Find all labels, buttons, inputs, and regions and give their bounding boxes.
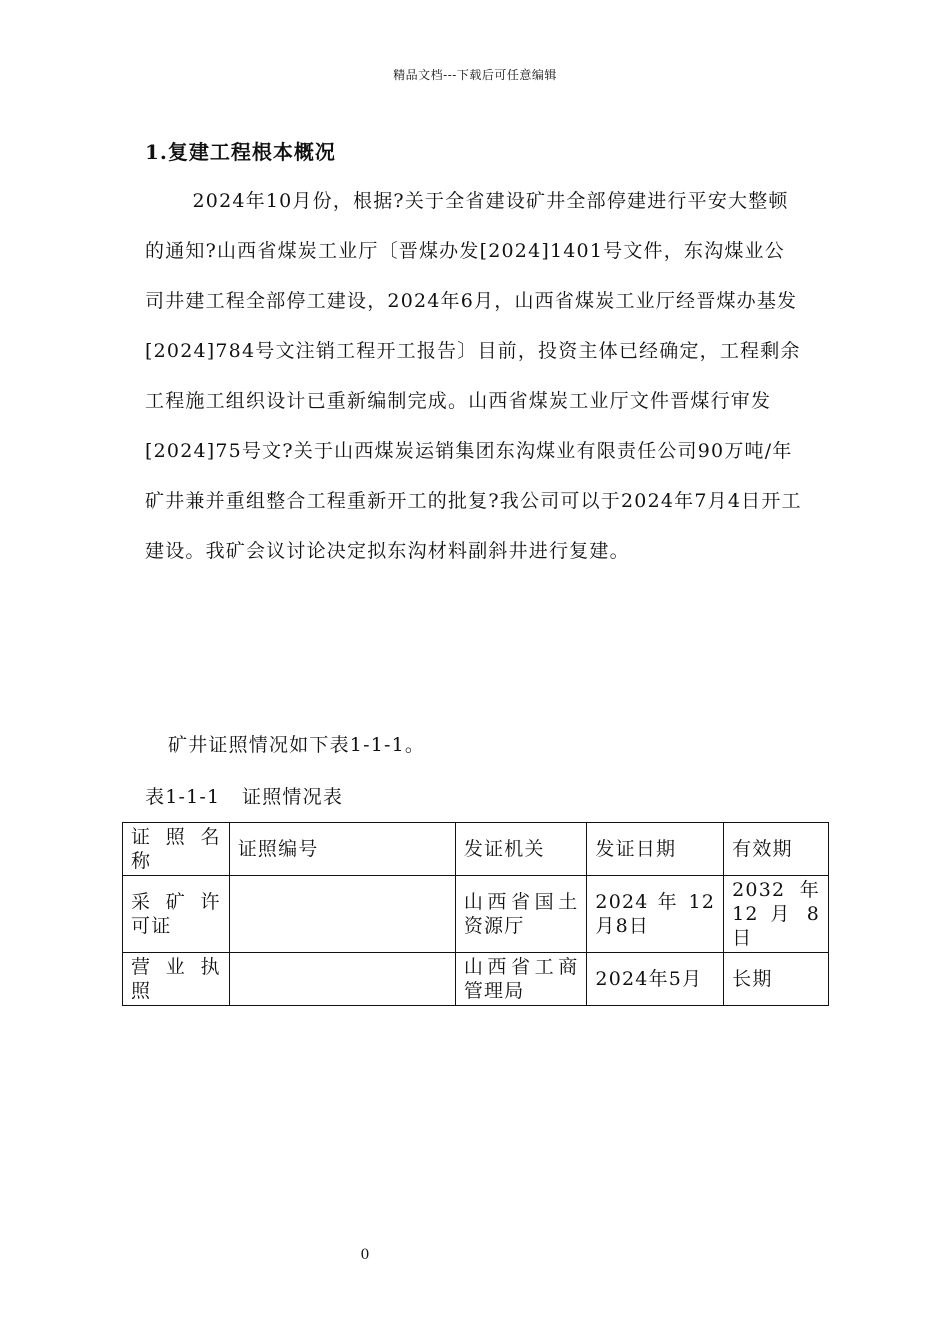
header-cell-name: 证 照 名称 [123,823,230,876]
cell-date: 2024年5月 [587,953,724,1006]
cell-validity: 长期 [724,953,829,1006]
header-cell-validity: 有效期 [724,823,829,876]
table-row [123,876,829,953]
table-row [123,953,829,1006]
header-cell-number: 证照编号 [229,823,455,876]
table-intro-text: 矿井证照情况如下表1-1-1。 [168,734,426,756]
cell-name: 营 业 执照 [123,953,230,1006]
section-title: 1.复建工程根本概况 [145,140,336,164]
header-cell-date: 发证日期 [587,823,724,876]
table-header-row [123,823,829,876]
header-cell-authority: 发证机关 [455,823,587,876]
cell-authority: 山西省工商管理局 [455,953,587,1006]
cell-validity: 2032 年12 月 8日 [724,876,829,953]
cell-number [229,953,455,1006]
certificate-table [122,822,829,1006]
page-header: 精品文档---下载后可任意编辑 [393,68,557,82]
cell-number [229,876,455,953]
table-caption: 表1-1-1 证照情况表 [145,786,344,808]
cell-authority: 山西省国土资源厅 [455,876,587,953]
page-number: 0 [360,1247,370,1263]
body-paragraph: 2024年10月份，根据?关于全省建设矿井全部停建进行平安大整顿的通知?山西省煤炭工业厅〔晋煤办发[2024]1401号文件，东沟煤业公司井建工程全部停工建设，2024年6月，山西省煤炭工业厅经晋煤办基发[2024]784号文注销工程开工报告〕目前，投资主体已经确定，工程剩余工程施工组织设计已重新编制完成。山西省煤炭工业厅文件晋煤行审发[2024]75号文?关于山西煤炭运销集团东沟煤业有限责任公司90万吨/年矿井兼并重组整合工程重新开工的批复?我公司可以于2024年7月4日开工建设。我矿会议讨论决定拟东沟材料副斜井进行复建。 [145,190,802,562]
cell-date: 2024 年 12月8日 [587,876,724,953]
cell-name: 采 矿 许可证 [123,876,230,953]
